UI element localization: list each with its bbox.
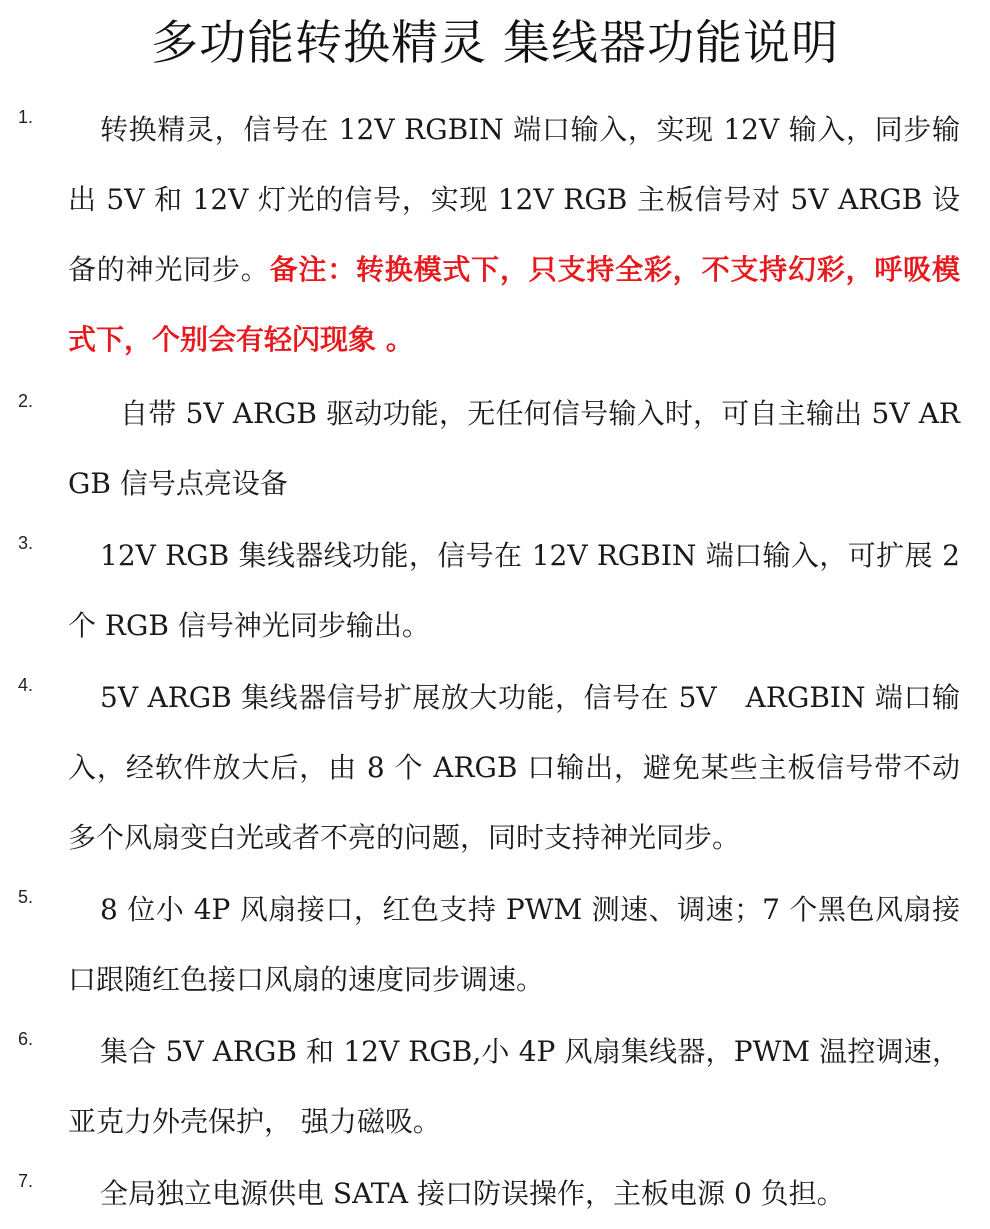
item-note: 备注：转换模式下，只支持全彩，不支持幻彩，呼吸模式下，个别会有轻闪现象 。 [68,253,960,356]
item-text: 全局独立电源供电 SATA 接口防误操作，主板电源 0 负担。 [100,1177,845,1210]
item-number: 7. [18,1171,34,1191]
item-number: 5. [18,887,34,907]
item-number: 3. [18,533,34,553]
item-text: 转换精灵，信号在 12V RGBIN 端口输入，实现 12V 输入，同步输出 5V 和 12V 灯光的信号，实现 12V RGB 主板信号对 5V ARGB 设备的神光同步。 [68,113,960,286]
item-text: 12V RGB 集线器线功能，信号在 12V RGBIN 端口输入，可扩展 2 个 RGB 信号神光同步输出。 [68,539,960,642]
item-text: 自带 5V ARGB 驱动功能，无任何信号输入时，可自主输出 5V ARGB 信号点亮设备 [68,397,960,500]
page-title: 多功能转换精灵 集线器功能说明 [151,16,839,71]
item-text: 8 位小 4P 风扇接口，红色支持 PWM 测速、调速；7 个黑色风扇接口跟随红色接口风扇的速度同步调速。 [68,893,960,996]
item-text-block [68,95,960,375]
item-text: 5V ARGB 集线器信号扩展放大功能，信号在 5V ARGBIN 端口输入，经软件放大后，由 8 个 ARGB 口输出，避免某些主板信号带不动多个风扇变白光或者不亮的问题，同时支持神光同步。 [68,681,960,854]
item-text-block [68,663,960,873]
item-text: 集合 5V ARGB 和 12V RGB,小 4P 风扇集线器，PWM 温控调速，亚克力外壳保护， 强力磁吸。 [68,1035,960,1138]
item-number: 1. [18,107,34,127]
item-number: 2. [18,391,34,411]
item-text-block [68,1017,960,1157]
item-number: 4. [18,675,34,695]
item-text-block [68,379,960,519]
item-text-block [68,521,960,661]
item-text-block [68,875,960,1015]
item-text-block [68,1159,960,1229]
item-number: 6. [18,1029,34,1049]
